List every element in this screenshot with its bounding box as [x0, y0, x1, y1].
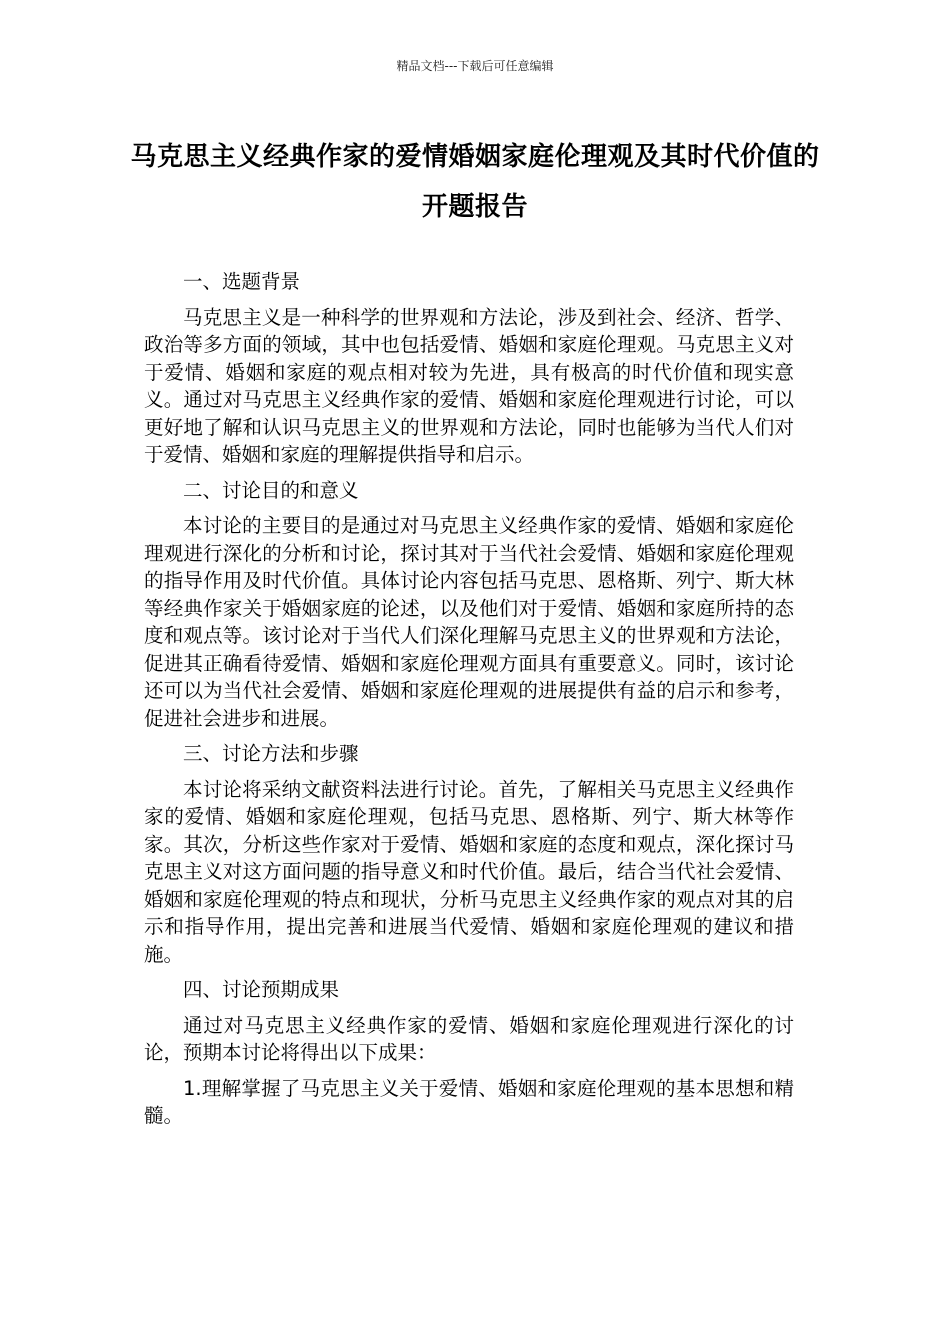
paragraph: 本讨论将采纳文献资料法进行讨论。首先，了解相关马克思主义经典作家的爱情、婚姻和家庭伦理观，包括马克思、恩格斯、列宁、斯大林等作家。其次，分析这些作家对于爱情、婚姻和家庭的态度和观点，深化探讨马克思主义对这方面问题的指导意义和时代价值。最后，结合当代社会爱情、婚姻和家庭伦理观的特点和现状，分析马克思主义经典作家的观点对其的启示和指导作用，提出完善和进展当代爱情、婚姻和家庭伦理观的建议和措施。 — [144, 777, 794, 966]
section-heading: 三、讨论方法和步骤 — [183, 742, 359, 765]
document-body — [144, 268, 794, 1138]
paragraph: 马克思主义是一种科学的世界观和方法论，涉及到社会、经济、哲学、政治等多方面的领域，其中也包括爱情、婚姻和家庭伦理观。马克思主义对于爱情、婚姻和家庭的观点相对较为先进，具有极高的时代价值和现实意义。通过对马克思主义经典作家的爱情、婚姻和家庭伦理观进行讨论，可以更好地了解和认识马克思主义的世界观和方法论，同时也能够为当代人们对于爱情、婚姻和家庭的理解提供指导和启示。 — [144, 305, 794, 466]
paragraph: 本讨论的主要目的是通过对马克思主义经典作家的爱情、婚姻和家庭伦理观进行深化的分析和讨论，探讨其对于当代社会爱情、婚姻和家庭伦理观的指导作用及时代价值。具体讨论内容包括马克思、恩格斯、列宁、斯大林等经典作家关于婚姻家庭的论述，以及他们对于爱情、婚姻和家庭所持的态度和观点等。该讨论对于当代人们深化理解马克思主义的世界观和方法论，促进其正确看待爱情、婚姻和家庭伦理观方面具有重要意义。同时，该讨论还可以为当代社会爱情、婚姻和家庭伦理观的进展提供有益的启示和参考，促进社会进步和进展。 — [144, 514, 794, 730]
document-title: 马克思主义经典作家的爱情婚姻家庭伦理观及其时代价值的开题报告 — [130, 142, 820, 222]
section-heading: 一、选题背景 — [183, 270, 301, 293]
header-note: 精品文档---下载后可任意编辑 — [396, 59, 554, 73]
paragraph: 通过对马克思主义经典作家的爱情、婚姻和家庭伦理观进行深化的讨论，预期本讨论将得出以下成果： — [144, 1013, 794, 1064]
section-heading: 四、讨论预期成果 — [183, 978, 340, 1001]
section-heading: 二、讨论目的和意义 — [183, 478, 359, 502]
paragraph: 1.理解掌握了马克思主义关于爱情、婚姻和家庭伦理观的基本思想和精髓。 — [144, 1076, 794, 1127]
